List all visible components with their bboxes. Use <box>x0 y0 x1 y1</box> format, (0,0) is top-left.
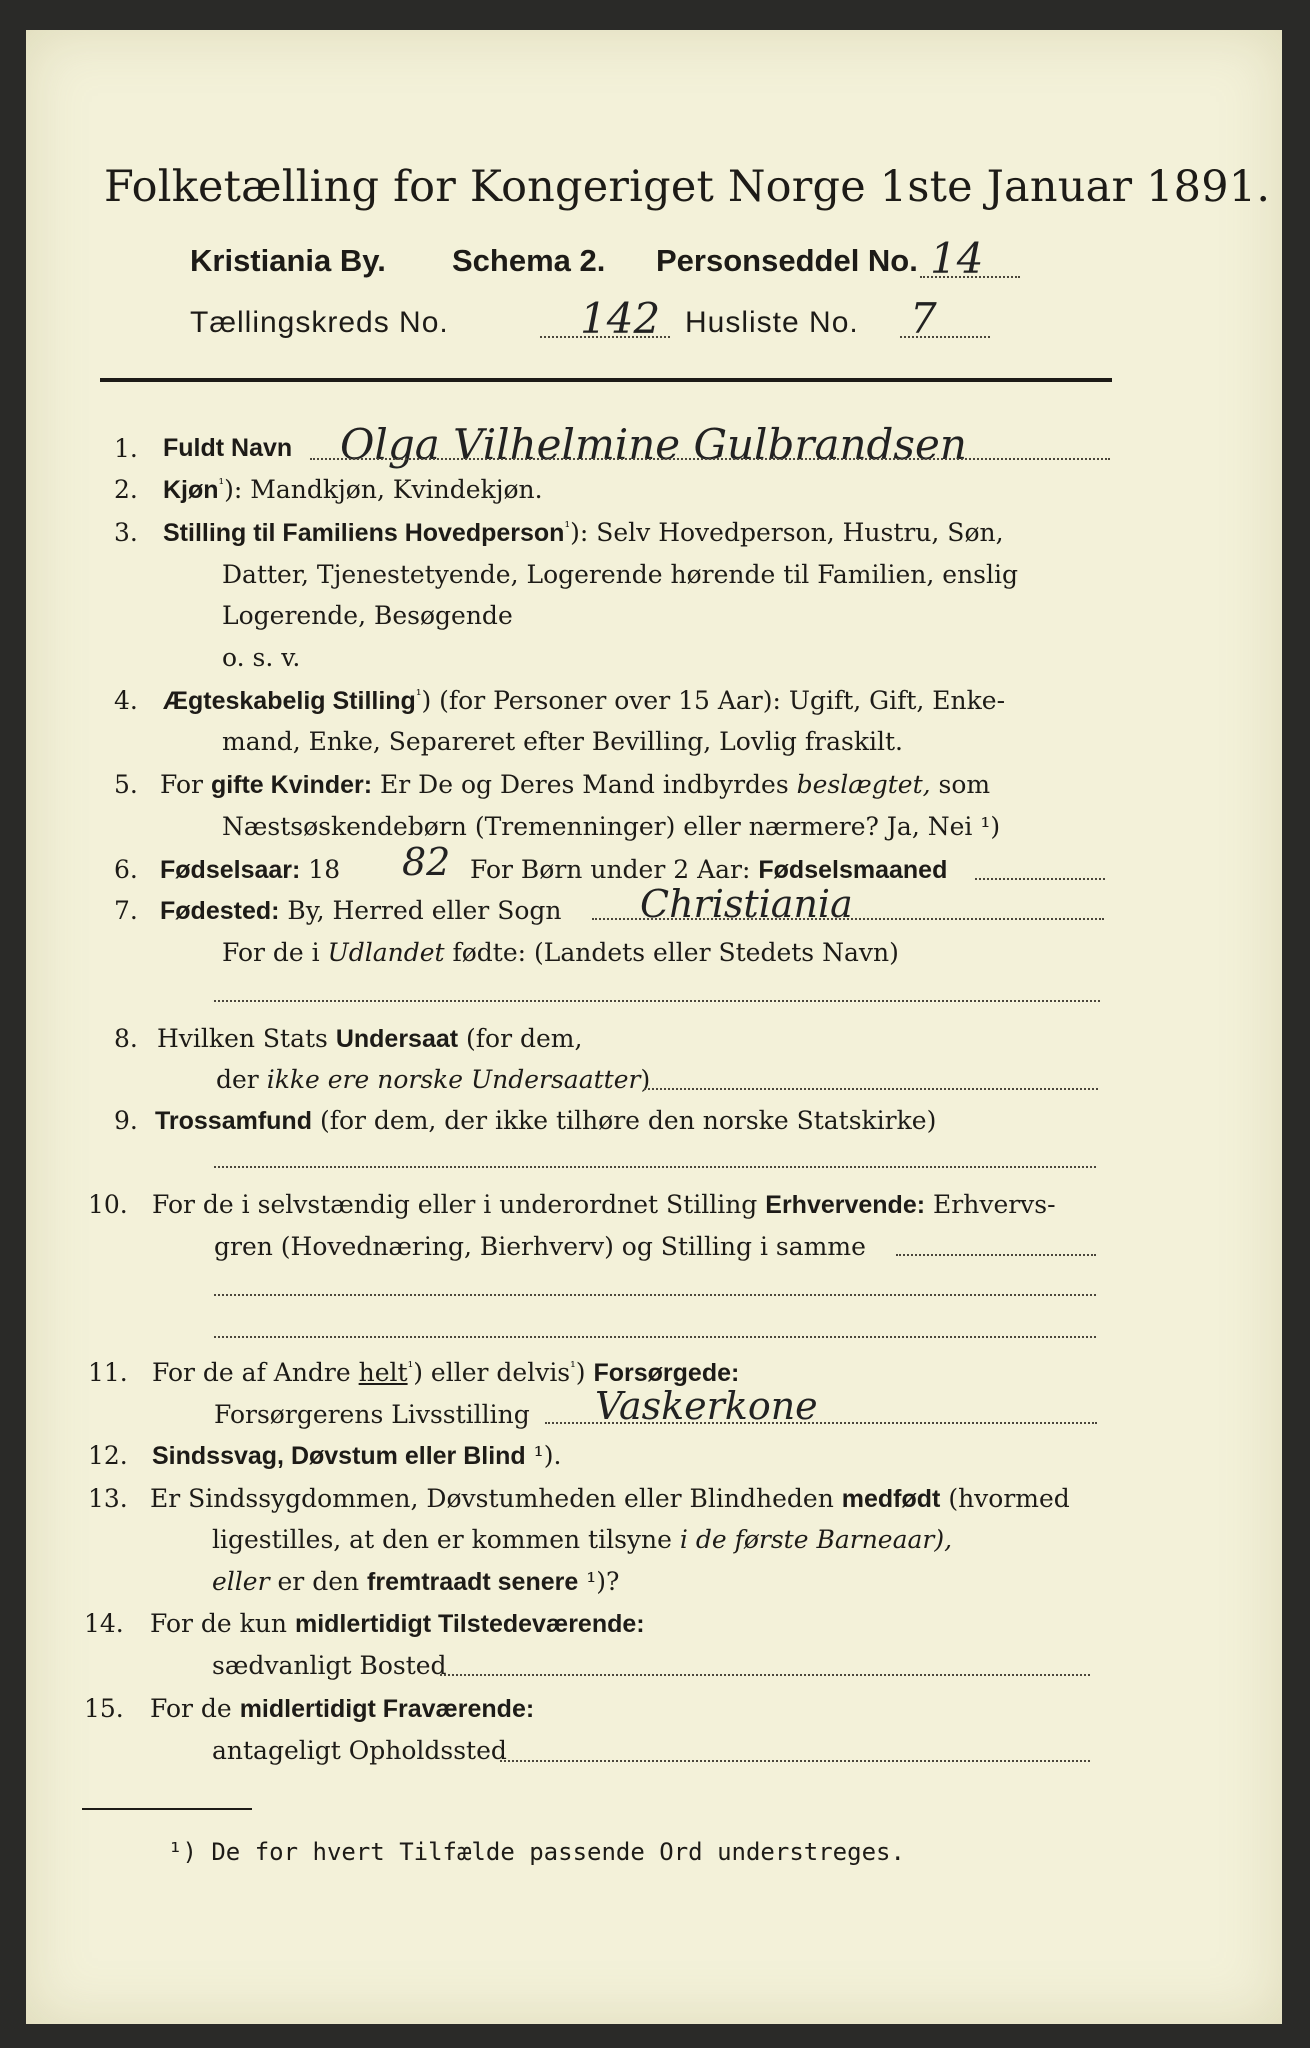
husliste-label: Husliste No. <box>685 306 859 339</box>
city-label: Kristiania By. <box>190 243 386 278</box>
footnote-rule <box>82 1808 252 1810</box>
q11-provider-value: Vaskerkone <box>595 1384 818 1428</box>
q15-line2: antageligt Opholdssted <box>212 1736 507 1765</box>
personseddel-label: Personseddel No. <box>656 243 918 278</box>
q5-number: 5. <box>114 770 138 799</box>
q15-number: 15. <box>84 1694 124 1723</box>
q1-number: 1. <box>114 434 138 463</box>
q3-line1: Stilling til Familiens Hovedperson$^{^1}$): Selv Hovedperson, Hustru, Søn, <box>163 518 1004 547</box>
q2-line: Kjøn$^{^1}$): Mandkjøn, Kvindekjøn. <box>163 475 543 504</box>
q7-number: 7. <box>114 896 138 925</box>
q8-line2: der ikke ere norske Undersaatter) <box>216 1065 651 1094</box>
q8-number: 8. <box>114 1024 138 1053</box>
q11-line2: Forsørgerens Livsstilling <box>214 1400 530 1429</box>
q4-number: 4. <box>114 686 138 715</box>
form-title: Folketælling for Kongeriget Norge 1ste Januar 1891. <box>104 162 1271 212</box>
q9-number: 9. <box>114 1106 138 1135</box>
q1-label: Fuldt Navn <box>163 434 293 462</box>
q10-line2: gren (Hovednæring, Bierhverv) og Stilling i samme <box>214 1232 866 1261</box>
q13-line3: eller er den fremtraadt senere ¹)? <box>212 1567 620 1596</box>
q3-line4: o. s. v. <box>222 643 301 672</box>
tellingskreds-number: 142 <box>580 294 661 343</box>
q5-line2: Næstsøskendebørn (Tremenninger) eller nærmere? Ja, Nei ¹) <box>222 812 1001 841</box>
q10-line1: For de i selvstændig eller i underordnet Stilling Erhvervende: Erhvervs- <box>152 1190 1056 1219</box>
q14-line1: For de kun midlertidigt Tilstedeværende: <box>150 1609 645 1638</box>
q12-number: 12. <box>88 1441 128 1470</box>
husliste-number: 7 <box>910 294 937 343</box>
q9-line: Trossamfund (for dem, der ikke tilhøre den norske Statskirke) <box>155 1106 937 1135</box>
q4-line2: mand, Enke, Separeret efter Bevilling, Lovlig fraskilt. <box>222 727 903 756</box>
q7-birthplace-value: Christiania <box>640 882 853 926</box>
q12-line: Sindssvag, Døvstum eller Blind ¹). <box>152 1441 562 1470</box>
q7-line2: For de i Udlandet fødte: (Landets eller Stedets Navn) <box>222 938 899 967</box>
tellingskreds-label: Tællingskreds No. <box>190 306 449 339</box>
q13-line2: ligestilles, at den er kommen tilsyne i de første Barneaar), <box>212 1525 953 1554</box>
q11-line1: For de af Andre helt$^{^1}$) eller delvis$^{^1}$) Forsørgede: <box>152 1358 740 1387</box>
q1-name-value: Olga Vilhelmine Gulbrandsen <box>340 420 967 469</box>
q14-line2: sædvanligt Bosted <box>212 1651 447 1680</box>
q10-number: 10. <box>88 1190 128 1219</box>
q11-number: 11. <box>88 1358 128 1387</box>
q6-birthyear-value: 82 <box>402 840 451 884</box>
q2-number: 2. <box>114 475 138 504</box>
q15-line1: For de midlertidigt Fraværende: <box>150 1694 535 1723</box>
q13-line1: Er Sindssygdommen, Døvstumheden eller Blindheden medfødt (hvormed <box>150 1484 1070 1513</box>
header-rule <box>100 378 1112 382</box>
q6-line: Fødselsaar: 18 <box>160 855 341 884</box>
q13-number: 13. <box>88 1484 128 1513</box>
q8-line1: Hvilken Stats Undersaat (for dem, <box>157 1024 583 1053</box>
q3-line2: Datter, Tjenestetyende, Logerende hørende til Familien, enslig <box>222 560 1019 589</box>
q14-number: 14. <box>84 1609 124 1638</box>
q3-line3: Logerende, Besøgende <box>222 601 513 630</box>
q3-number: 3. <box>114 518 138 547</box>
q6-number: 6. <box>114 855 138 884</box>
q4-line1: Ægteskabelig Stilling$^{^1}$) (for Personer over 15 Aar): Ugift, Gift, Enke- <box>163 686 1006 715</box>
q7-line1: Fødested: By, Herred eller Sogn <box>160 896 562 925</box>
q6-rest: For Børn under 2 Aar: Fødselsmaaned <box>470 855 948 884</box>
footnote: ¹) De for hvert Tilfælde passende Ord understreges. <box>168 1838 905 1866</box>
personseddel-number: 14 <box>930 234 984 283</box>
schema-label: Schema 2. <box>452 243 606 278</box>
q5-line1: For gifte Kvinder: Er De og Deres Mand indbyrdes beslægtet, som <box>160 770 991 799</box>
